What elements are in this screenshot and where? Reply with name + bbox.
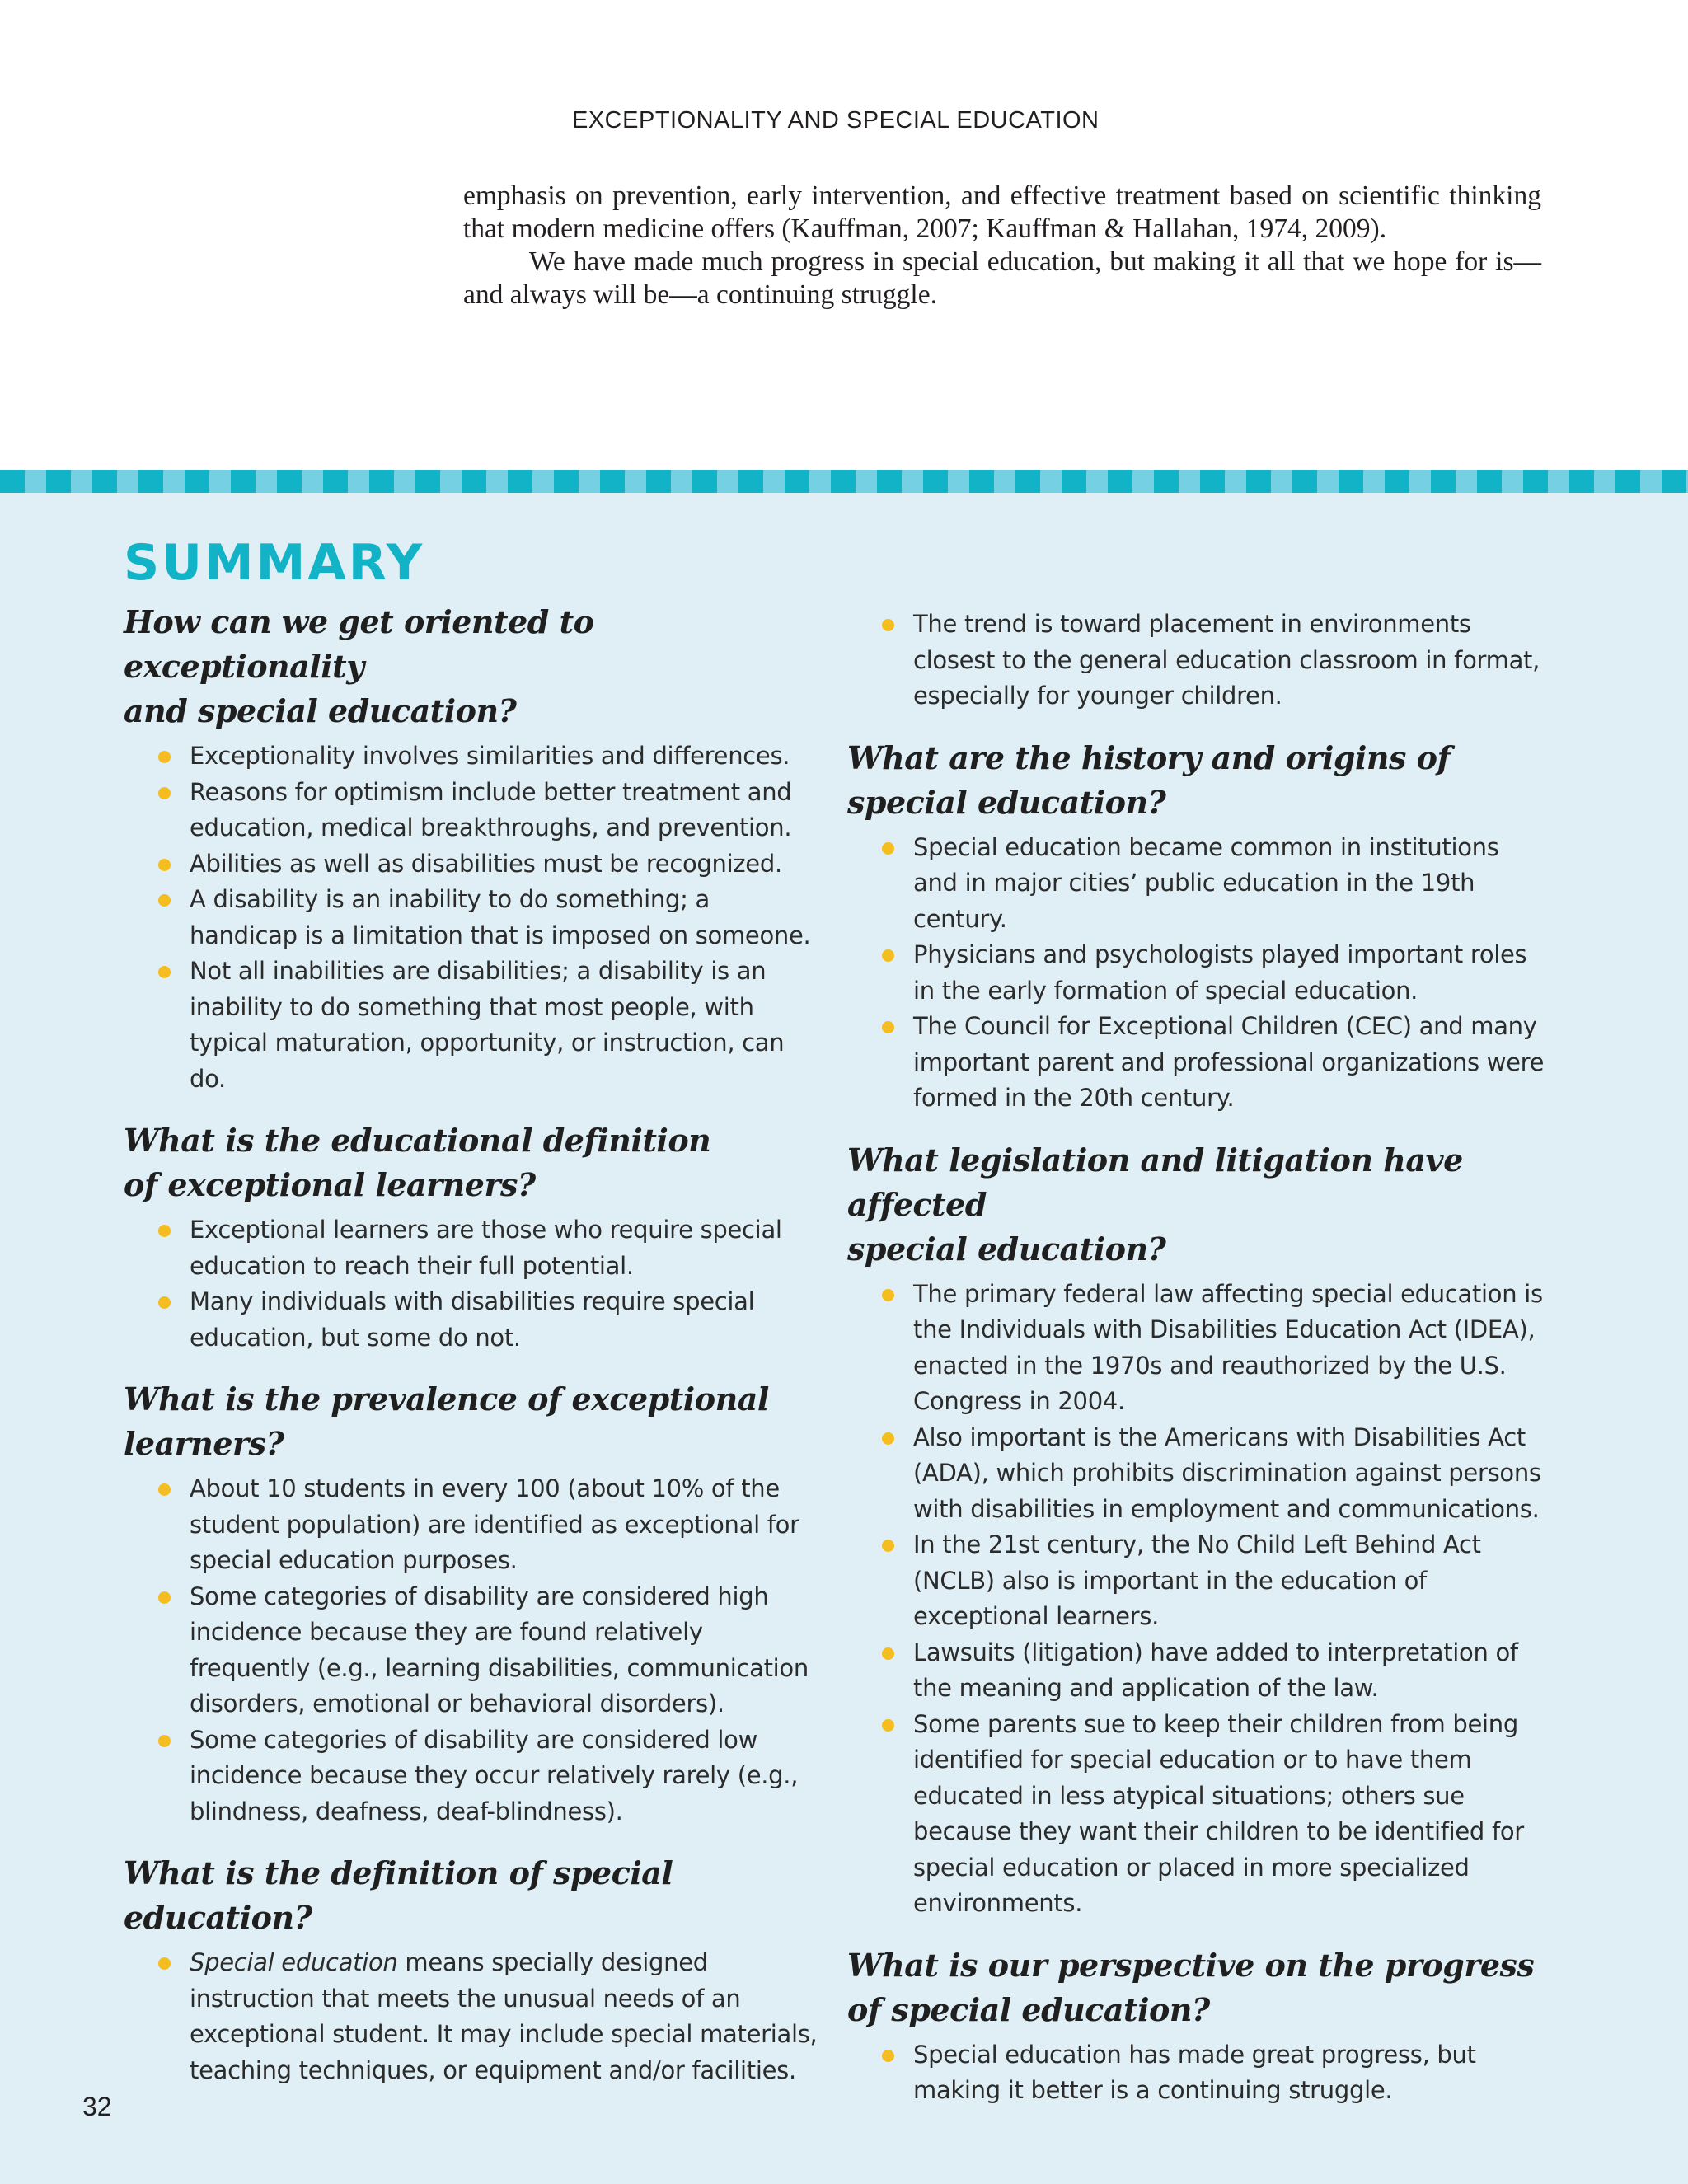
list-item: Exceptional learners are those who require special education to reach their full potential. [124,1212,824,1284]
list-item: Some categories of disability are considered low incidence because they occur relatively rarely (e.g., blindness, deafness, deaf-blindness). [124,1722,824,1830]
bullet-list [124,1471,824,1830]
summary-stripe-divider [0,470,1688,493]
question-heading: What is the definition of special education? [124,1854,673,1936]
list-item: Not all inabilities are disabilities; a disability is an inability to do something that most people, with typical maturation, opportunity, or instruction, can do. [124,954,824,1097]
bullet-icon [158,1591,171,1604]
list-item: Special education means specially designed instruction that meets the unusual needs of an exceptional student. It may include special materials, teaching techniques, or equipment and/or facilities. [124,1945,824,2088]
list-item: A disability is an inability to do something; a handicap is a limitation that is imposed on someone. [124,882,824,954]
question-heading: What is our perspective on the progress of special education? [847,1946,1535,2028]
bullet-icon [158,1957,171,1970]
question-heading: What are the history and origins of special education? [847,738,1451,821]
bullet-icon [158,1296,171,1309]
bullet-icon [158,859,171,871]
bullet-icon [158,787,171,799]
bullet-icon [882,1540,894,1552]
list-item: Many individuals with disabilities require special education, but some do not. [124,1284,824,1356]
question-heading: What is the prevalence of exceptional learners? [124,1380,769,1462]
bullet-icon [882,2050,894,2062]
list-item: Reasons for optimism include better treatment and education, medical breakthroughs, and prevention. [124,775,824,846]
list-item: The Council for Exceptional Children (CEC) and many important parent and professional organizations were formed in the 20th century. [847,1009,1548,1117]
bullet-icon [882,949,894,962]
bullet-list [847,830,1548,1117]
bullet-list [847,1277,1548,1922]
bullet-icon [158,894,171,907]
bullet-list [124,1945,824,2088]
bullet-icon [158,1483,171,1496]
bullet-icon [158,751,171,763]
list-item: Also important is the Americans with Disabilities Act (ADA), which prohibits discrimination against persons with disabilities in employment and communications. [847,1420,1548,1528]
question-heading: How can we get oriented to exceptionality and special education? [124,603,594,729]
page-number: 32 [82,2092,112,2121]
list-item: Some parents sue to keep their children from being identified for special education or to have them educated in less atypical situations; others sue because they want their children to be identified for special education or placed in more specialized environments. [847,1707,1548,1922]
bullet-list [124,738,824,1097]
summary-left-column [124,600,824,2088]
list-item: The primary federal law affecting special education is the Individuals with Disabilities Education Act (IDEA), enacted in the 1970s and reauthorized by the U.S. Congress in 2004. [847,1277,1548,1420]
list-item: In the 21st century, the No Child Left Behind Act (NCLB) also is important in the education of exceptional learners. [847,1527,1548,1635]
list-item: Abilities as well as disabilities must be recognized. [124,846,824,883]
bullet-icon [158,966,171,978]
bullet-icon [882,1719,894,1732]
emphasized-term: Special education [190,1948,398,1976]
list-item: Special education became common in institutions and in major cities’ public education in the 19th century. [847,830,1548,938]
bullet-icon [882,1021,894,1033]
bullet-icon [882,842,894,855]
bullet-list [847,607,1548,715]
list-item: Lawsuits (litigation) have added to interpretation of the meaning and application of the law. [847,1635,1548,1707]
list-item: About 10 students in every 100 (about 10% of the student population) are identified as exceptional for special education purposes. [124,1471,824,1579]
question-heading: What legislation and litigation have affected special education? [847,1141,1463,1268]
bullet-list [847,2037,1548,2109]
intro-paragraph-1: emphasis on prevention, early intervention, and effective treatment based on scientific thinking that modern medicine offers (Kauffman, 2007; Kauffman & Hallahan, 1974, 2009). [463,180,1541,244]
bullet-icon [158,1735,171,1747]
bullet-icon [882,1432,894,1445]
question-heading: What is the educational definition of exceptional learners? [124,1122,711,1203]
running-head: EXCEPTIONALITY AND SPECIAL EDUCATION [572,107,1100,134]
summary-title: SUMMARY [124,534,425,592]
list-item: Special education has made great progress, but making it better is a continuing struggle. [847,2037,1548,2109]
bullet-icon [882,619,894,631]
intro-text [463,180,1541,312]
intro-paragraph-2: We have made much progress in special education, but making it all that we hope for is—and always will be—a continuing struggle. [463,246,1541,310]
bullet-list [124,1212,824,1356]
list-item: The trend is toward placement in environments closest to the general education classroom in format, especially for younger children. [847,607,1548,715]
bullet-icon [158,1225,171,1237]
list-item: Some categories of disability are considered high incidence because they are found relatively frequently (e.g., learning disabilities, communication disorders, emotional or behavioral disorders). [124,1579,824,1722]
list-item: Physicians and psychologists played important roles in the early formation of special education. [847,937,1548,1009]
summary-right-column [847,607,1548,2109]
list-item: Exceptionality involves similarities and differences. [124,738,824,775]
bullet-icon [882,1289,894,1301]
bullet-icon [882,1647,894,1660]
